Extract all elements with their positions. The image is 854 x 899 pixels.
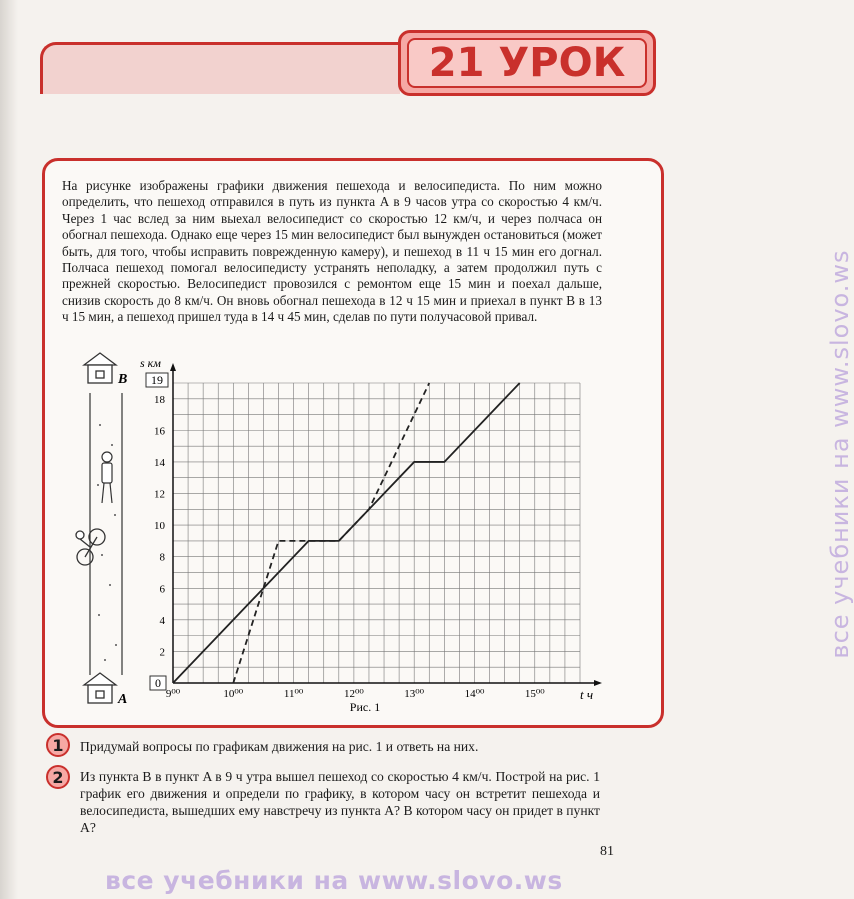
y-tick-label: 8 (159, 551, 165, 564)
y-tick-label: 10 (154, 520, 165, 533)
x-tick-label: 15⁰⁰ (524, 688, 545, 700)
task-text: На рисунке изображены графики движения пешехода и велосипедиста. По ним можно определить, что пешеход отправился в путь из пункта A в 9 часов утра со скоростью 4 км/ч. Через 1 час вслед за ним выехал велосипедист со скоростью 12 км/ч, и через полчаса он обогнал пешехода. Однако еще через 15 мин велосипедист был вынужден остановиться (может быть, для того, чтобы исправить поврежденную камеру), и пешеход в 11 ч 15 мин его догнал. Полчаса пешеход помогал велосипедисту устранять неполадку, а затем продолжил путь с прежней скоростью. Велосипедист провозился с ремонтом еще 15 мин и поехал дальше, снизив скорость до 8 км/ч. Он вновь обогнал пешехода в 12 ч 15 мин и приехал в пункт B в 13 ч 15 мин, а пешеход пришел туда в 14 ч 45 мин, сделав по пути получасовой привал. (62, 178, 602, 325)
x-tick-label: 11⁰⁰ (283, 688, 304, 700)
y-axis-label: s км (140, 356, 161, 370)
question-number-2: 2 (46, 765, 70, 789)
y-tick-label: 2 (159, 646, 165, 659)
house-a-icon (84, 673, 116, 703)
motion-chart (60, 345, 620, 717)
top-box-label: 19 (151, 373, 163, 387)
watermark-bottom: все учебники на www.slovo.ws (105, 866, 563, 895)
chart-grid (173, 383, 580, 683)
series-line-dashed (233, 383, 429, 683)
y-tick-label: 6 (159, 583, 165, 596)
x-tick-label: 10⁰⁰ (223, 688, 244, 700)
page-number: 81 (600, 844, 614, 859)
watermark-side: все учебники на www.slovo.ws (826, 249, 854, 659)
y-tick-label: 4 (159, 614, 165, 627)
y-tick-label: 14 (154, 456, 165, 469)
question-number-1: 1 (46, 733, 70, 757)
question-2-text: Из пункта B в пункт A в 9 ч утра вышел пешеход со скоростью 4 км/ч. Построй на рис. 1 график его движения и определи по графику, в котором часу он встретит пешехода и велосипедиста, вышедших ему навстречу из пункта A? В котором часу он придет в пункт A? (80, 769, 600, 835)
y-tick-labels (154, 394, 166, 659)
page-binding-shadow (0, 0, 18, 899)
road-illustration (76, 393, 122, 675)
y-tick-label: 12 (154, 488, 165, 501)
chart-axes (170, 363, 602, 686)
x-tick-labels (166, 688, 545, 700)
figure-caption: Рис. 1 (349, 700, 381, 714)
pedestrian-icon (102, 452, 112, 503)
lesson-word: УРОК (498, 40, 626, 86)
x-tick-label: 12⁰⁰ (343, 688, 364, 700)
point-b-label: B (118, 372, 128, 387)
lesson-badge (398, 30, 656, 96)
header-rule (40, 42, 400, 94)
chart-series (173, 383, 520, 683)
x-axis-arrow (594, 680, 602, 686)
y-tick-label: 18 (154, 393, 165, 406)
house-b-icon (84, 353, 116, 383)
x-tick-label: 13⁰⁰ (404, 688, 425, 700)
point-a-label: A (118, 692, 128, 707)
x-axis-label: t ч (580, 687, 594, 702)
x-tick-label: 9⁰⁰ (165, 688, 181, 700)
zero-box-label: 0 (155, 676, 161, 690)
lesson-number: 21 (428, 40, 485, 86)
x-tick-label: 14⁰⁰ (464, 688, 485, 700)
y-tick-label: 16 (154, 425, 165, 438)
question-1-text: Придумай вопросы по графикам движения на рис. 1 и ответь на них. (80, 739, 479, 754)
y-axis-arrow (170, 363, 176, 371)
